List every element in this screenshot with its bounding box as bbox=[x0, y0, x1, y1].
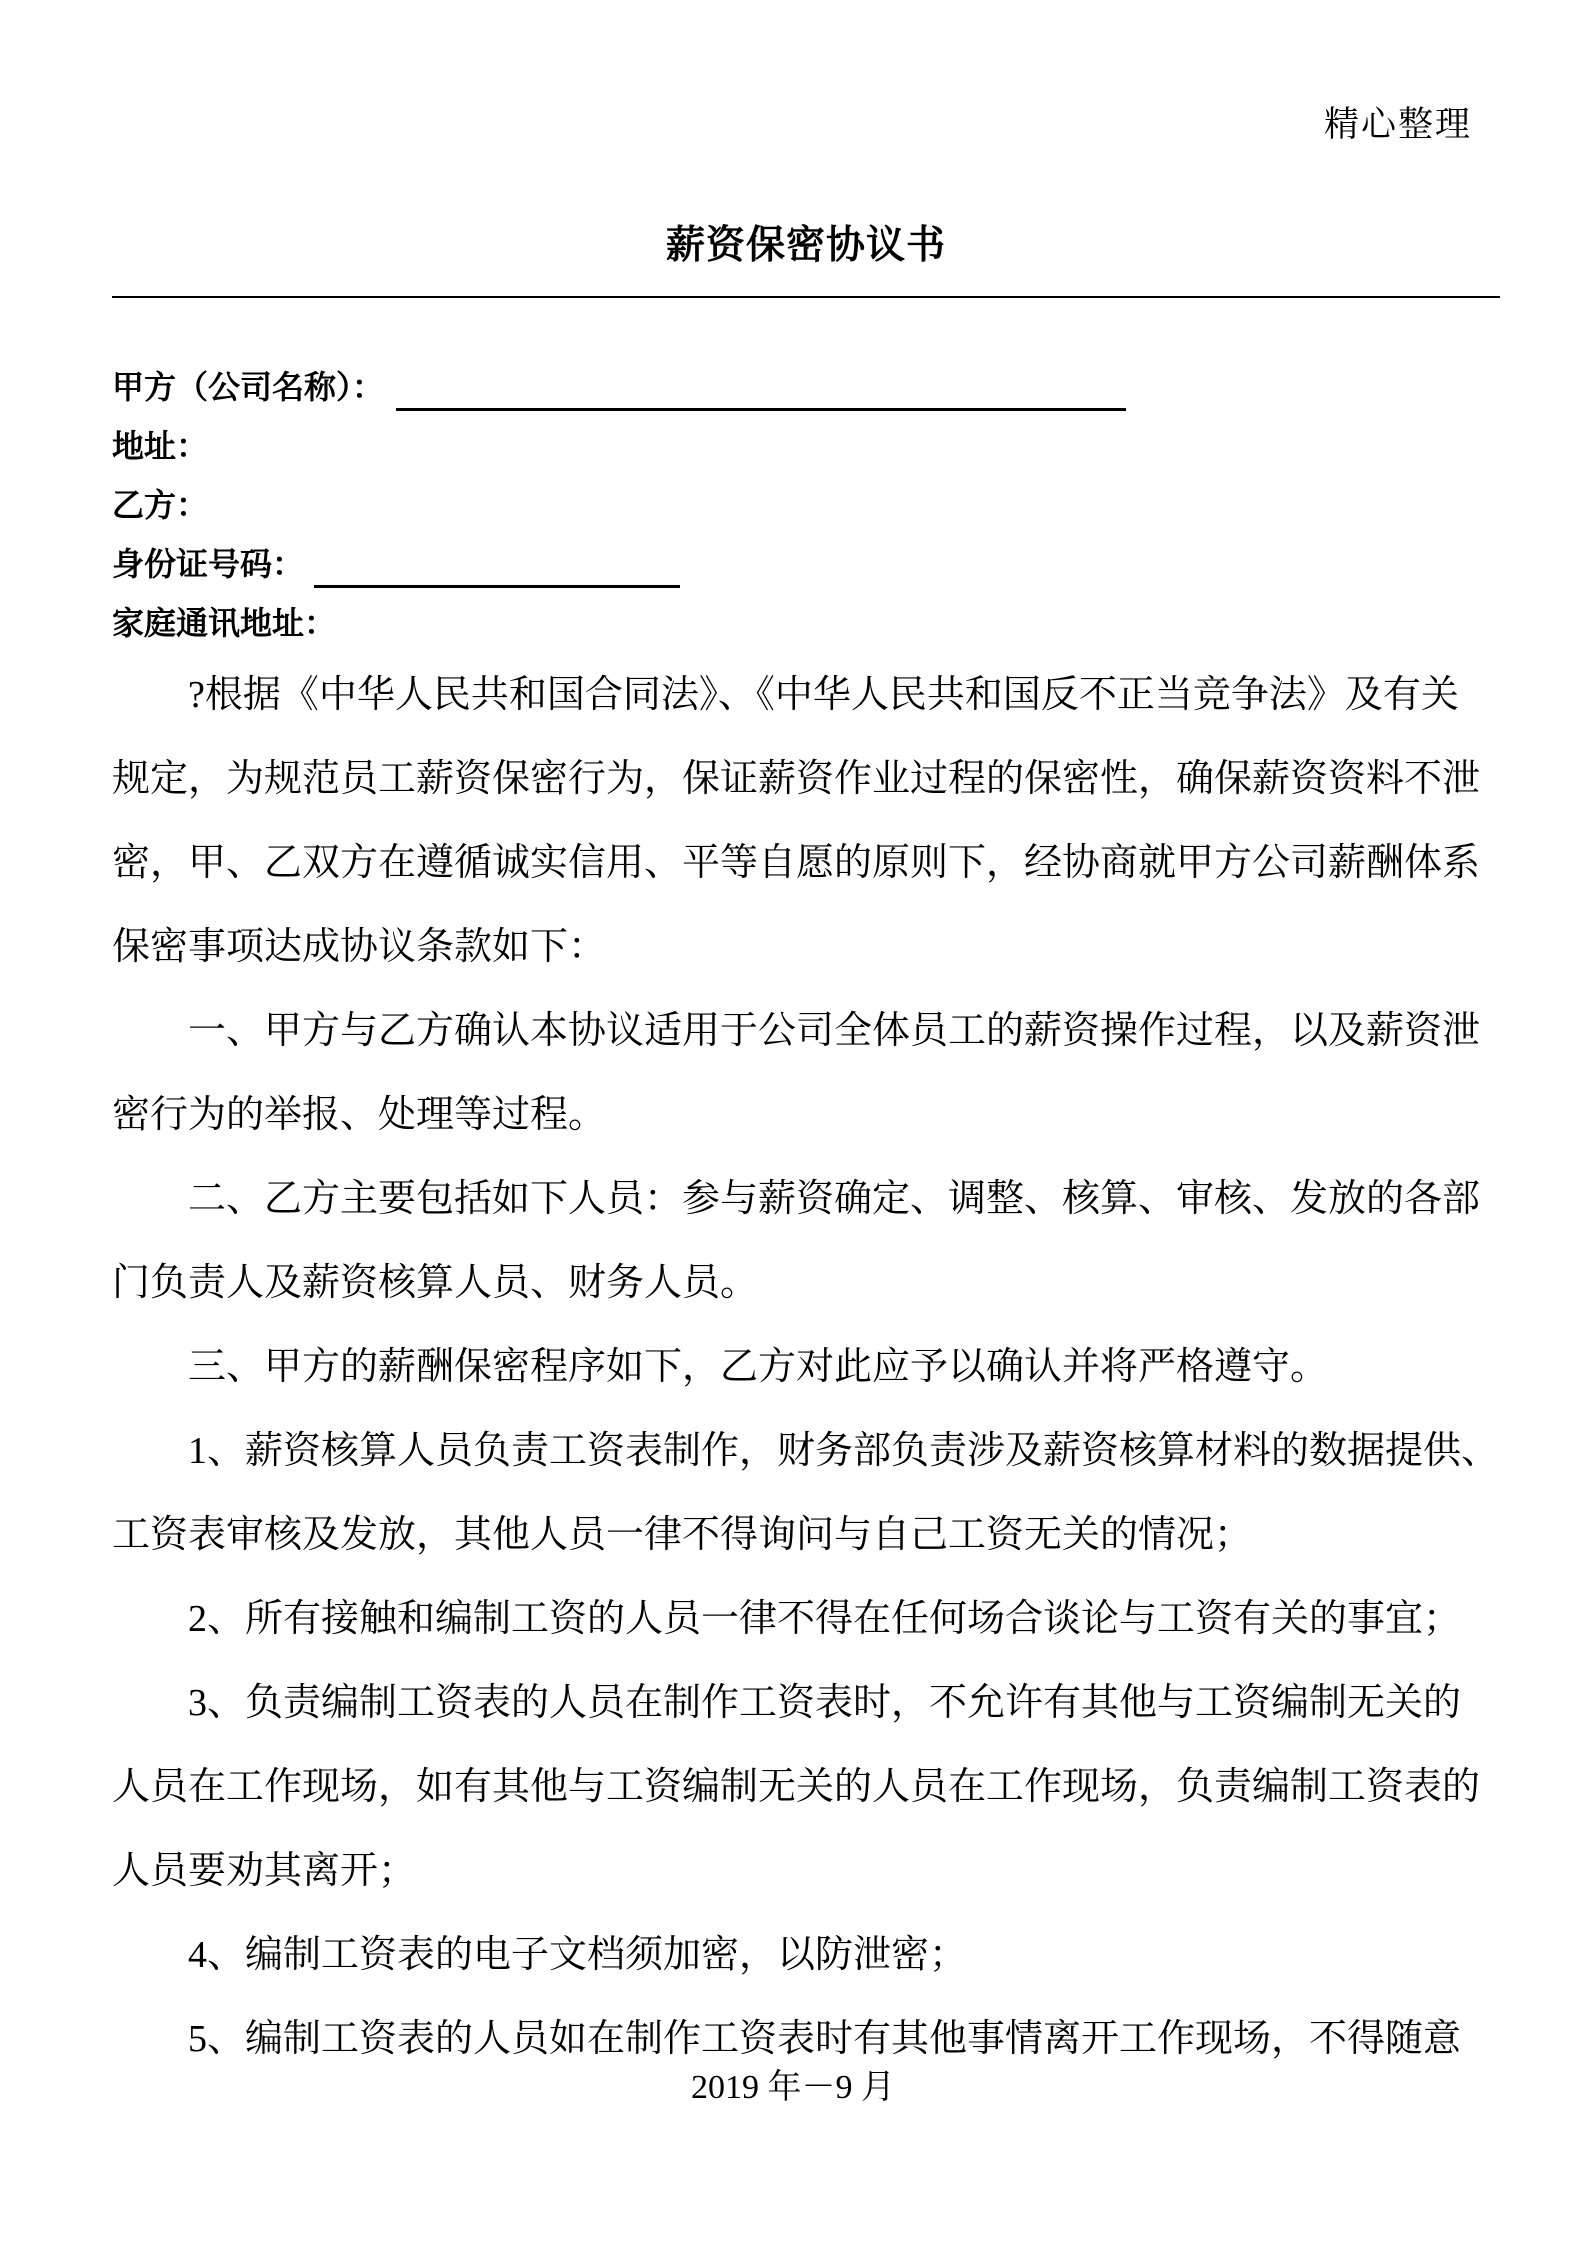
body-line: ?根据《中华人民共和国合同法》、《中华人民共和国反不正当竞争法》及有关 bbox=[188, 674, 1459, 716]
body-line: 门负责人及薪资核算人员、财务人员。 bbox=[112, 1262, 759, 1304]
body-line: 三、甲方的薪酬保密程序如下，乙方对此应予以确认并将严格遵守。 bbox=[188, 1346, 1329, 1388]
body-line: 保密事项达成协议条款如下： bbox=[112, 926, 607, 968]
field-party-b bbox=[112, 476, 1500, 535]
field-address-label: 地址： bbox=[112, 428, 209, 464]
page-footer-date: 2019 年－9 月 bbox=[691, 2069, 895, 2106]
body-line: 人员在工作现场，如有其他与工资编制无关的人员在工作现场，负责编制工资表的 bbox=[112, 1766, 1481, 1808]
body-line: 3、负责编制工资表的人员在制作工资表时，不允许有其他与工资编制无关的 bbox=[188, 1682, 1462, 1724]
body-line: 密，甲、乙双方在遵循诚实信用、平等自愿的原则下，经协商就甲方公司薪酬体系 bbox=[112, 842, 1481, 884]
body-line: 工资表审核及发放，其他人员一律不得询问与自己工资无关的情况； bbox=[112, 1514, 1253, 1556]
field-home-address-label: 家庭通讯地址： bbox=[112, 605, 337, 641]
field-party-a bbox=[112, 358, 1500, 417]
body-line: 1、薪资核算人员负责工资表制作，财务部负责涉及薪资核算材料的数据提供、 bbox=[188, 1430, 1500, 1472]
agreement-body bbox=[112, 653, 1500, 2081]
body-line: 二、乙方主要包括如下人员：参与薪资确定、调整、核算、审核、发放的各部 bbox=[188, 1178, 1481, 1220]
field-home-address bbox=[112, 594, 1500, 653]
title-divider bbox=[112, 296, 1500, 298]
body-line: 2、所有接触和编制工资的人员一律不得在任何场合谈论与工资有关的事宜； bbox=[188, 1598, 1462, 1640]
field-id-number-label: 身份证号码： bbox=[112, 546, 305, 582]
body-line: 人员要劝其离开； bbox=[112, 1850, 417, 1892]
field-party-b-label: 乙方： bbox=[112, 487, 209, 523]
body-line: 5、编制工资表的人员如在制作工资表时有其他事情离开工作现场，不得随意 bbox=[188, 2018, 1462, 2060]
fill-in-blank-company-name bbox=[396, 369, 1126, 411]
field-id-number bbox=[112, 535, 1500, 594]
body-line: 一、甲方与乙方确认本协议适用于公司全体员工的薪资操作过程，以及薪资泄 bbox=[188, 1010, 1481, 1052]
body-line: 4、编制工资表的电子文档须加密，以防泄密； bbox=[188, 1934, 968, 1976]
body-line: 规定，为规范员工薪资保密行为，保证薪资作业过程的保密性，确保薪资资料不泄 bbox=[112, 758, 1481, 800]
form-fields-block bbox=[112, 358, 1500, 653]
document-title: 薪资保密协议书 bbox=[665, 224, 946, 267]
fill-in-blank-id-number bbox=[314, 546, 680, 588]
field-address bbox=[112, 417, 1500, 476]
body-line: 密行为的举报、处理等过程。 bbox=[112, 1094, 607, 1136]
field-party-a-label: 甲方（公司名称）： bbox=[112, 369, 385, 405]
header-note: 精心整理 bbox=[1323, 105, 1472, 144]
